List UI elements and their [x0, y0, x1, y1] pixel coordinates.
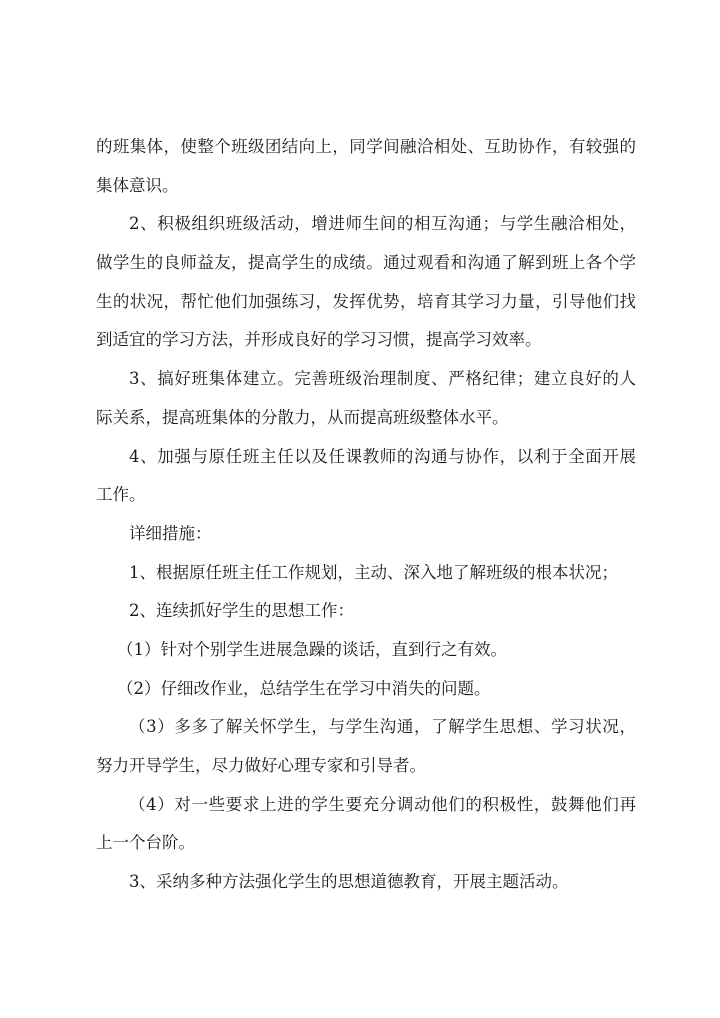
text-line: （3）多多了解关怀学生，与学生沟通，了解学生思想、学习状况，: [129, 717, 636, 737]
document-body: [96, 128, 636, 902]
text-line: （4）对一些要求上进的学生要充分调动他们的积极性，鼓舞他们再: [129, 794, 636, 814]
text-line: 集体意识。: [96, 175, 179, 195]
text-line: 的班集体，使整个班级团结向上，同学间融洽相处、互助协作，有较强的: [96, 137, 636, 156]
text-line: 到适宜的学习方法，并形成良好的学习习惯，提高学习效率。: [96, 330, 542, 350]
text-line: 努力开导学生，尽力做好心理专家和引导者。: [96, 756, 426, 775]
text-line: 3、搞好班集体建立。完善班级治理制度、严格纪律；建立良好的人: [129, 369, 636, 389]
text-line: （1）针对个别学生进展急躁的谈话，直到行之有效。: [117, 639, 507, 659]
text-line: 上一个台阶。: [96, 833, 195, 853]
text-line: 际关系，提高班集体的分散力，从而提高班级整体水平。: [96, 407, 509, 427]
text-line: 2、积极组织班级活动，增进师生间的相互沟通；与学生融洽相处，: [129, 214, 636, 234]
text-line: （2）仔细改作业，总结学生在学习中消失的问题。: [117, 678, 491, 698]
text-line: 1、根据原任班主任工作规划，主动、深入地了解班级的根本状况；: [129, 562, 618, 582]
text-line: 工作。: [96, 485, 146, 505]
text-line: 生的状况，帮忙他们加强练习，发挥优势，培育其学习力量，引导他们找: [96, 291, 636, 311]
text-line: 详细措施：: [129, 523, 212, 543]
text-line: 3、采纳多种方法强化学生的思想道德教育，开展主题活动。: [129, 872, 569, 892]
text-line: 2、连续抓好学生的思想工作：: [129, 601, 354, 621]
text-line: 做学生的良师益友，提高学生的成绩。通过观看和沟通了解到班上各个学: [96, 253, 636, 273]
text-line: 4、加强与原任班主任以及任课教师的沟通与协作，以利于全面开展: [129, 446, 636, 466]
